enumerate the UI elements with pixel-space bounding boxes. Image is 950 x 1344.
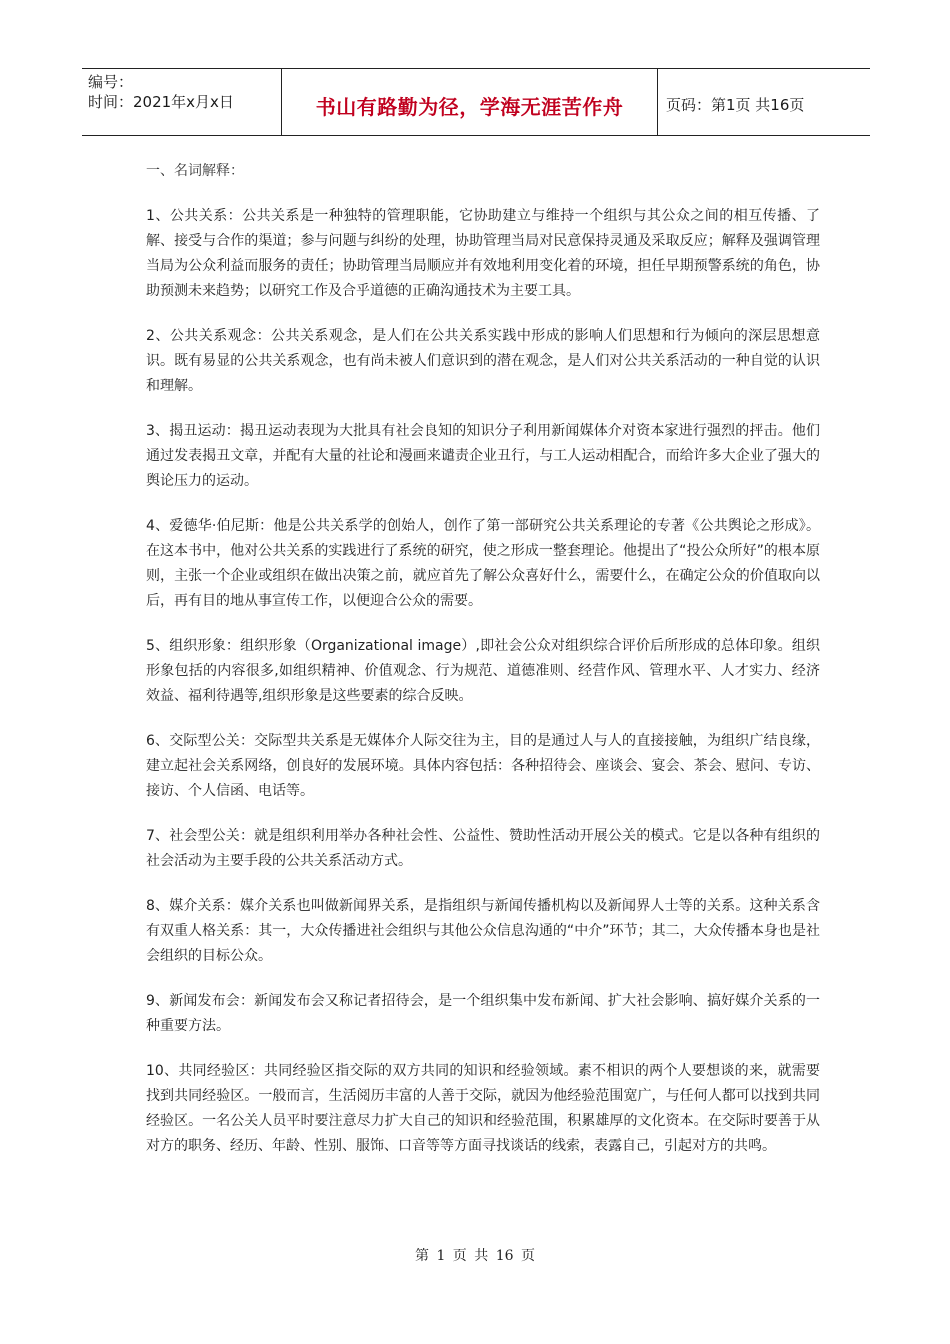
term-entry-6: 6、交际型公关：交际型共关系是无媒体介人际交往为主，目的是通过人与人的直接接触，为组织广结良缘，建立起社会关系网络，创良好的发展环境。具体内容包括：各种招待会、座谈会、宴会、茶会、慰问、专访、接访、个人信函、电话等。 (146, 733, 820, 799)
term-entry-7: 7、社会型公关：就是组织利用举办各种社会性、公益性、赞助性活动开展公关的模式。它是以各种有组织的社会活动为主要手段的公共关系活动方式。 (146, 828, 820, 869)
term-entry-5: 5、组织形象：组织形象（Organizational image）,即社会公众对组织综合评价后所形成的总体印象。组织形象包括的内容很多,如组织精神、价值观念、行为规范、道德准则、经营作风、管理水平、人才实力、经济效益、福利待遇等,组织形象是这些要素的综合反映。 (146, 638, 820, 704)
header-meta (82, 69, 282, 135)
header-motto: 书山有路勤为径，学海无涯苦作舟 (315, 95, 624, 119)
document-body (146, 158, 820, 1179)
term-entry-3: 3、揭丑运动：揭丑运动表现为大批具有社会良知的知识分子利用新闻媒体介对资本家进行强烈的抨击。他们通过发表揭丑文章，并配有大量的社论和漫画来谴责企业丑行，与工人运动相配合，而给许多大企业了强大的舆论压力的运动。 (146, 423, 820, 489)
term-entry-10: 10、共同经验区：共同经验区指交际的双方共同的知识和经验领域。素不相识的两个人要想谈的来，就需要找到共同经验区。一般而言，生活阅历丰富的人善于交际，就因为他经验范围宽广，与任何人都可以找到共同经验区。一名公关人员平时要注意尽力扩大自己的知识和经验范围，积累雄厚的文化资本。在交际时要善于从对方的职务、经历、年龄、性别、服饰、口音等等方面寻找谈话的线索，表露自己，引起对方的共鸣。 (146, 1063, 820, 1154)
document-time-label: 时间：2021年x月x日 (88, 93, 234, 111)
term-entry-9: 9、新闻发布会：新闻发布会又称记者招待会，是一个组织集中发布新闻、扩大社会影响、搞好媒介关系的一种重要方法。 (146, 993, 820, 1034)
term-entry-2: 2、公共关系观念：公共关系观念，是人们在公共关系实践中形成的影响人们思想和行为倾向的深层思想意识。既有易显的公共关系观念，也有尚未被人们意识到的潜在观念，是人们对公共关系活动的一种自觉的认识和理解。 (146, 328, 820, 394)
page-header (82, 68, 870, 136)
term-entry-4: 4、爱德华·伯尼斯：他是公共关系学的创始人，创作了第一部研究公共关系理论的专著《公共舆论之形成》。在这本书中，他对公共关系的实践进行了系统的研究，使之形成一整套理论。他提出了“投公众所好”的根本原则，主张一个企业或组织在做出决策之前，就应首先了解公众喜好什么，需要什么，在确定公众的价值取向以后，再有目的地从事宣传工作，以便迎合公众的需要。 (146, 518, 820, 609)
header-motto-cell (282, 69, 658, 135)
section-title: 一、名词解释： (146, 163, 244, 179)
page-footer: 第 1 页 共 16 页 (415, 1248, 535, 1264)
term-entry-8: 8、媒介关系：媒介关系也叫做新闻界关系，是指组织与新闻传播机构以及新闻界人士等的关系。这种关系含有双重人格关系：其一，大众传播进社会组织与其他公众信息沟通的“中介”环节；其二，大众传播本身也是社会组织的目标公众。 (146, 898, 820, 964)
header-page-number: 页码：第1页 共16页 (666, 96, 805, 114)
term-entry-1: 1、公共关系：公共关系是一种独特的管理职能，它协助建立与维持一个组织与其公众之间的相互传播、了解、接受与合作的渠道；参与问题与纠纷的处理，协助管理当局对民意保持灵通及采取反应；解释及强调管理当局为公众利益而服务的责任；协助管理当局顺应并有效地利用变化着的环境，担任早期预警系统的角色，协助预测未来趋势；以研究工作及合乎道德的正确沟通技术为主要工具。 (146, 208, 820, 299)
document-number-label: 编号： (88, 73, 134, 91)
